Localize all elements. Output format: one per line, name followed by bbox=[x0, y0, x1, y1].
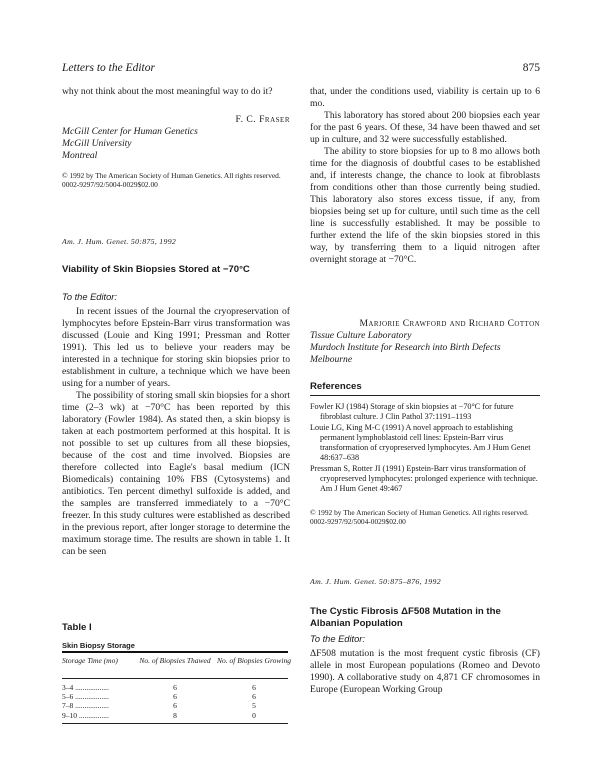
table-header: Storage Time (mo) bbox=[62, 656, 118, 665]
table-header: No. of Biopsies Thawed bbox=[139, 656, 211, 665]
table-cell: 6 bbox=[173, 683, 177, 692]
to-the-editor: To the Editor: bbox=[62, 292, 117, 302]
table-cell: 9–10 ................ bbox=[62, 710, 109, 720]
affiliation-line: Montreal bbox=[62, 150, 98, 161]
body-text-right bbox=[310, 86, 540, 266]
table-row bbox=[62, 701, 292, 710]
reference-item: Louie LG, King M-C (1991) A novel approach to establishing permanent lymphoblastoid cell lines: Epstein-Barr virus transformation of cryopreserved lymphocytes. Am J Hum Genet 48:637–638 bbox=[310, 423, 531, 462]
affiliation-crawford bbox=[310, 330, 540, 366]
table-cell: 3–4 .................. bbox=[62, 683, 109, 692]
table-caption: Skin Biopsy Storage bbox=[62, 641, 135, 650]
table-cell: 8 bbox=[173, 710, 177, 720]
table-body bbox=[62, 683, 292, 720]
skin-biopsy-table bbox=[62, 656, 292, 665]
authors-crawford-cotton: Marjorie Crawford and Richard Cotton bbox=[359, 318, 540, 329]
table-cell: 7–8 .................. bbox=[62, 701, 109, 711]
table-header: No. of Biopsies Growing bbox=[217, 656, 291, 665]
table-cell: 5 bbox=[252, 701, 256, 711]
table-header-row bbox=[62, 656, 292, 665]
table-row bbox=[62, 692, 292, 701]
body-text-left bbox=[62, 306, 290, 558]
paragraph: The possibility of storing small skin biopsies for a short time (2–3 wk) at −70°C has been reported by this laboratory (Fowler 1984). As stated then, a skin biopsy is taken at each postmortem performed at this hospital. It is not possible to set up cultures from all these biopsies, because of the cost and time involved. Biopsies are therefore collected into Eagle's basal medium (ICN Biomedicals) containing 10% FBS (Cytosystems) and antibiotics. Ten percent dimethyl sulfoxide is added, and the samples are transferred immediately to a −70°C freezer. In this study cultures were established as described in the previous report, after longer storage to determine the maximum storage time. The results are shown in table 1. It can be seen bbox=[62, 390, 290, 557]
page-number: 875 bbox=[522, 62, 540, 74]
table-cell: 6 bbox=[173, 692, 177, 702]
to-the-editor: To the Editor: bbox=[310, 634, 365, 644]
affiliation-line: McGill Center for Human Genetics bbox=[62, 126, 198, 137]
table-cell: 6 bbox=[252, 692, 256, 702]
reference-item: Fowler KJ (1984) Storage of skin biopsies at −70°C for future fibroblast culture. J Clin Pathol 37:1191–1193 bbox=[310, 402, 514, 421]
affiliation-line: McGill University bbox=[62, 138, 132, 149]
table-cell: 5–6 .................. bbox=[62, 692, 109, 702]
affiliation-line: Murdoch Institute for Research into Birth Defects bbox=[310, 342, 501, 353]
table-row bbox=[62, 683, 292, 692]
journal-citation: Am. J. Hum. Genet. 50:875, 1992 bbox=[62, 237, 177, 246]
table-title: Table I bbox=[62, 622, 92, 633]
left-top-text: why not think about the most meaningful way to do it? bbox=[62, 86, 273, 97]
affiliation-line: Tissue Culture Laboratory bbox=[310, 330, 412, 341]
paragraph: ΔF508 mutation is the most frequent cystic fibrosis (CF) allele in most European populations (Romeo and Devoto 1990). A collaborative study on 4,871 CF chromosomes in Europe (European Working Group bbox=[310, 648, 540, 695]
running-title: Letters to the Editor bbox=[62, 62, 155, 74]
table-row bbox=[62, 711, 292, 720]
journal-citation: Am. J. Hum. Genet. 50:875–876, 1992 bbox=[310, 577, 441, 586]
copyright-line: © 1992 by The American Society of Human Genetics. All rights reserved. 0002-9297/92/5004-0029$02.00 bbox=[62, 171, 281, 189]
affiliation-line: Melbourne bbox=[310, 354, 353, 365]
paragraph: This laboratory has stored about 200 biopsies each year for the past 6 years. Of these, 34 have been thawed and set up in culture, and 32 were successfully established. bbox=[310, 110, 540, 145]
table-cell: 6 bbox=[252, 683, 256, 692]
table-header-rule bbox=[62, 678, 288, 679]
article-title: Viability of Skin Biopsies Stored at −70°C bbox=[62, 264, 250, 275]
body-text-cf bbox=[310, 648, 540, 696]
reference-item: Pressman S, Rotter JI (1991) Epstein-Barr virus transformation of cryopreserved lymphocytes: prolonged experience with technique. Am J Hum Genet 49:467 bbox=[310, 464, 538, 493]
copyright-line: © 1992 by The American Society of Human Genetics. All rights reserved. 0002-9297/92/5004-0029$02.00 bbox=[310, 508, 529, 526]
paragraph: The ability to store biopsies for up to 8 mo allows both time for the diagnosis of doubtful cases to be established and, if interests change, the chance to look at fibroblasts from conditions other than those currently being studied. This laboratory also stores excess tissue, if any, from biopsies being set up for culture, until such time as the cell line is successfully established. It may be possible to further extend the life of the skin biopsies stored in this way, by transferring them to a liquid nitrogen after overnight storage at −70°C. bbox=[310, 146, 540, 265]
references-rule bbox=[310, 395, 540, 396]
paragraph: In recent issues of the Journal the cryopreservation of lymphocytes before Epstein-Barr virus transformation was discussed (Louie and King 1991; Pressman and Rotter 1991). This led us to believe your readers may be interested in a technique for storing skin biopsies prior to establishment in culture, a technique which we have been using for a number of years. bbox=[62, 306, 290, 389]
table-cell: 0 bbox=[252, 710, 256, 720]
paragraph: that, under the conditions used, viability is certain up to 6 mo. bbox=[310, 86, 540, 109]
table-top-rule bbox=[62, 651, 288, 653]
author-fraser: F. C. Fraser bbox=[235, 114, 290, 125]
table-bottom-rule bbox=[62, 723, 288, 724]
article-title: The Cystic Fibrosis ΔF508 Mutation in the Albanian Population bbox=[310, 606, 501, 629]
references-list bbox=[310, 402, 540, 495]
table-cell: 6 bbox=[173, 701, 177, 711]
affiliation-fraser bbox=[62, 126, 290, 162]
references-heading: References bbox=[310, 381, 362, 392]
